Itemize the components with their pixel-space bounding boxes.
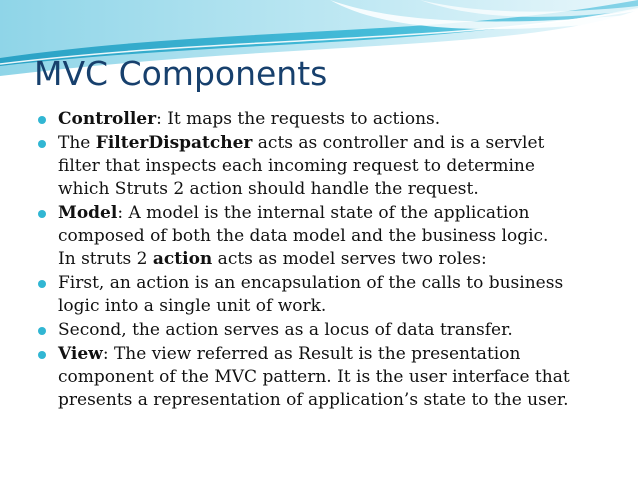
term-filterdispatcher: FilterDispatcher	[95, 133, 253, 153]
term-controller: Controller	[58, 109, 157, 129]
bullet-text: The	[58, 133, 96, 153]
bullet-dot-icon	[38, 210, 46, 218]
bullet-text: Second, the action serves as a locus of data transfer.	[58, 320, 513, 340]
bullet-text: : It maps the requests to actions.	[156, 109, 441, 129]
bullet-second-role	[36, 319, 616, 342]
bullet-text: filter that inspects each incoming request to determine	[58, 156, 535, 176]
bullet-text: composed of both the data model and the business logic.	[58, 226, 549, 246]
bullet-dot-icon	[38, 280, 46, 288]
bullet-text: presents a representation of application’s state to the user.	[58, 390, 569, 410]
term-view: View	[58, 344, 103, 364]
bullet-text: acts as model serves two roles:	[212, 249, 487, 269]
bullet-list	[36, 108, 616, 413]
bullet-filterdispatcher	[36, 132, 616, 201]
bullet-view	[36, 343, 616, 412]
bullet-model	[36, 202, 616, 271]
term-action: action	[152, 249, 213, 269]
bullet-text: component of the MVC pattern. It is the user interface that	[58, 367, 570, 387]
bullet-text: : The view referred as Result is the presentation	[102, 344, 521, 364]
bullet-text: In struts 2	[58, 249, 153, 269]
page-title: MVC Components	[34, 54, 328, 93]
bullet-dot-icon	[38, 327, 46, 335]
bullet-text: which Struts 2 action should handle the request.	[58, 179, 479, 199]
bullet-dot-icon	[38, 116, 46, 124]
bullet-dot-icon	[38, 351, 46, 359]
bullet-controller	[36, 108, 616, 131]
bullet-text: : A model is the internal state of the application	[117, 203, 530, 223]
bullet-text: First, an action is an encapsulation of the calls to business	[58, 273, 564, 293]
term-model: Model	[58, 203, 118, 223]
bullet-text: acts as controller and is a servlet	[252, 133, 545, 153]
bullet-text: logic into a single unit of work.	[58, 296, 327, 316]
bullet-first-role	[36, 272, 616, 318]
bullet-dot-icon	[38, 140, 46, 148]
